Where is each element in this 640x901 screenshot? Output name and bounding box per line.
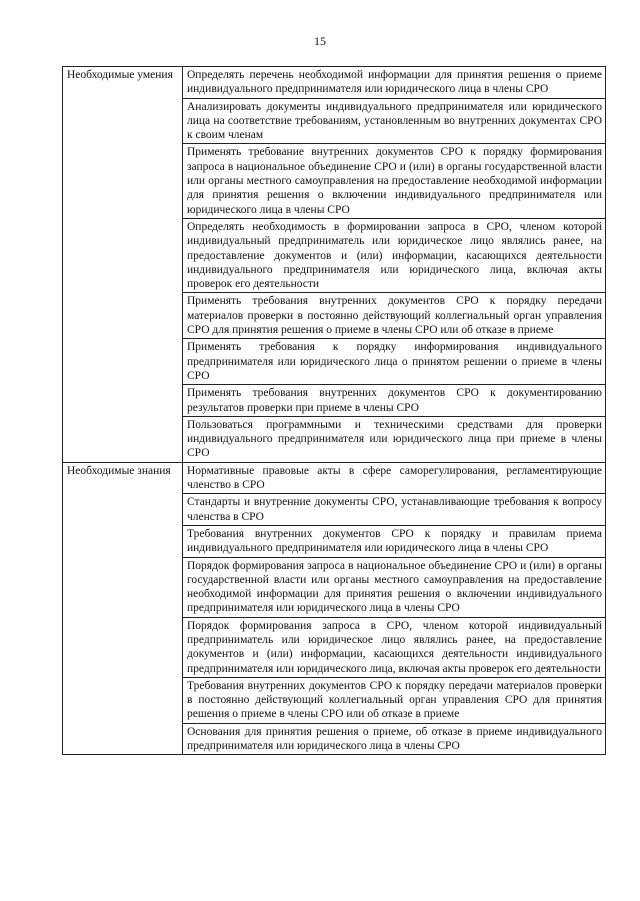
table-row	[63, 462, 606, 494]
page-number: 15	[314, 34, 326, 48]
requirement-item: Порядок формирования запроса в СРО, членом которой индивидуальный предприниматель или юридическое лицо являлись ранее, на предоставление документов и (или) информации, касающихся деятельности индивидуального предпринимателя или юридического лица, включая акты проверок его деятельности	[183, 617, 606, 677]
requirement-item: Требования внутренних документов СРО к порядку передачи материалов проверки в постоянно действующий коллегиальный орган управления СРО для принятия решения о приеме в члены СРО или об отказе в приеме	[183, 677, 606, 723]
section-label: Необходимые знания	[63, 462, 183, 755]
requirement-item: Нормативные правовые акты в сфере саморегулирования, регламентирующие членство в СРО	[183, 462, 606, 494]
requirement-item: Применять требование внутренних документов СРО к порядку формирования запроса в национальное объединение СРО и (или) в органы государственной власти или органы местного самоуправления на предоставление необходимой информации для принятия решения о включении индивидуального предпринимателя или юридического лица в члены СРО	[183, 144, 606, 218]
table-row	[63, 67, 606, 99]
requirement-item: Определять необходимость в формировании запроса в СРО, членом которой индивидуальный предприниматель или юридическое лицо являлись ранее, на предоставление документов и (или) информации, касающихся деятельности индивидуального предпринимателя или юридического лица, включая акты проверок его деятельности	[183, 218, 606, 292]
requirement-item: Применять требования внутренних документов СРО к документированию результатов проверки при приеме в члены СРО	[183, 385, 606, 417]
requirement-item: Пользоваться программными и техническими средствами для проверки индивидуального предпринимателя или юридического лица при приеме в члены СРО	[183, 416, 606, 462]
section-label: Необходимые умения	[63, 67, 183, 463]
requirement-item: Стандарты и внутренние документы СРО, устанавливающие требования к вопросу членства в СРО	[183, 494, 606, 526]
requirement-item: Основания для принятия решения о приеме, об отказе в приеме индивидуального предпринимателя или юридического лица в члены СРО	[183, 723, 606, 755]
requirement-item: Анализировать документы индивидуального предпринимателя или юридического лица на соответствие требованиям, установленным во внутренних документах СРО к своим членам	[183, 98, 606, 144]
requirement-item: Требования внутренних документов СРО к порядку и правилам приема индивидуального предпринимателя или юридического лица в члены СРО	[183, 525, 606, 557]
requirements-table	[62, 66, 606, 755]
requirement-item: Применять требования внутренних документов СРО к порядку передачи материалов проверки в постоянно действующий коллегиальный орган управления СРО для принятия решения о приеме в члены СРО или об отказе в приеме	[183, 293, 606, 339]
requirement-item: Применять требования к порядку информирования индивидуального предпринимателя или юридического лица о принятом решении о приеме в члены СРО	[183, 339, 606, 385]
requirement-item: Определять перечень необходимой информации для принятия решения о приеме индивидуального предпринимателя или юридического лица в члены СРО	[183, 67, 606, 99]
requirement-item: Порядок формирования запроса в национальное объединение СРО и (или) в органы государственной власти или органы местного самоуправления на предоставление необходимой информации для принятия решения о включении индивидуального предпринимателя или юридического лица в члены СРО	[183, 557, 606, 617]
